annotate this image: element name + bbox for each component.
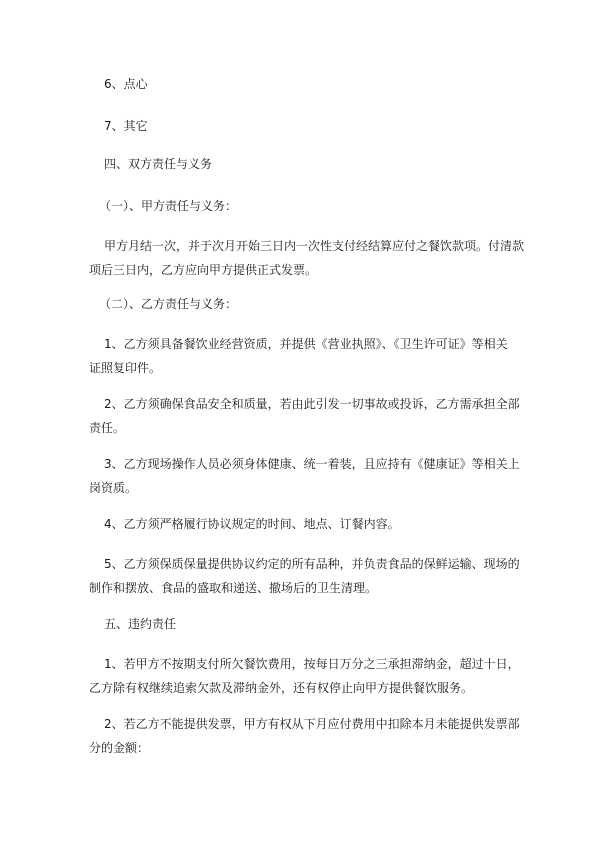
- text-line: 4、乙方须严格履行协议规定的时间、地点、订餐内容。: [104, 517, 400, 531]
- text-line: 制作和摆放、食品的盛取和递送、撤场后的卫生清理。: [89, 581, 378, 595]
- text-line: 项后三日内，乙方应向甲方提供正式发票。: [89, 263, 318, 277]
- paragraph-party-b-2: [89, 392, 521, 440]
- section-heading-5: [89, 612, 521, 636]
- paragraph-item-7: [89, 114, 521, 138]
- text-line: 1、若甲方不按期支付所欠餐饮费用，按每日万分之三承担滞纳金，超过十日，: [104, 657, 520, 671]
- text-line: 四、双方责任与义务: [104, 157, 213, 171]
- text-line: 乙方除有权继续追索欠款及滞纳金外，还有权停止向甲方提供餐饮服务。: [89, 681, 474, 695]
- paragraph-party-b-5: [89, 552, 521, 600]
- text-line: 6、点心: [104, 77, 148, 91]
- text-line: 2、若乙方不能提供发票，甲方有权从下月应付费用中扣除本月未能提供发票部: [104, 717, 520, 731]
- paragraph-breach-1: [89, 652, 521, 700]
- text-line: 证照复印件。: [89, 361, 162, 375]
- text-line: 1、乙方须具备餐饮业经营资质，并提供《营业执照》、《卫生许可证》等相关: [104, 337, 508, 351]
- text-line: 2、乙方须确保食品安全和质量，若由此引发一切事故或投诉，乙方需承担全部: [104, 397, 520, 411]
- text-line: 岗资质。: [89, 481, 138, 495]
- text-line: 5、乙方须保质保量提供协议约定的所有品种，并负责食品的保鲜运输、现场的: [104, 557, 520, 571]
- paragraph-party-b-3: [89, 452, 521, 500]
- paragraph-party-b-4: [89, 512, 521, 536]
- text-line: 3、乙方现场操作人员必须身体健康、统一着装，且应持有《健康证》等相关上: [104, 457, 520, 471]
- text-line: 甲方月结一次，并于次月开始三日内一次性支付经结算应付之餐饮款项。付清款: [104, 239, 525, 253]
- text-line: 五、违约责任: [104, 617, 177, 631]
- paragraph-party-b-1: [89, 332, 521, 380]
- section-heading-4: [89, 152, 521, 176]
- text-line: 分的金额：: [89, 741, 150, 755]
- subsection-heading-party-b: [99, 292, 531, 316]
- paragraph-party-a-payment: [89, 234, 525, 282]
- text-line: （二）、乙方责任与义务：: [99, 297, 238, 311]
- text-line: 责任。: [89, 421, 126, 435]
- text-line: 7、其它: [104, 119, 148, 133]
- paragraph-breach-2: [89, 712, 521, 760]
- paragraph-item-6: [89, 72, 521, 96]
- subsection-heading-party-a: [99, 194, 531, 218]
- text-line: （一）、甲方责任与义务：: [99, 199, 238, 213]
